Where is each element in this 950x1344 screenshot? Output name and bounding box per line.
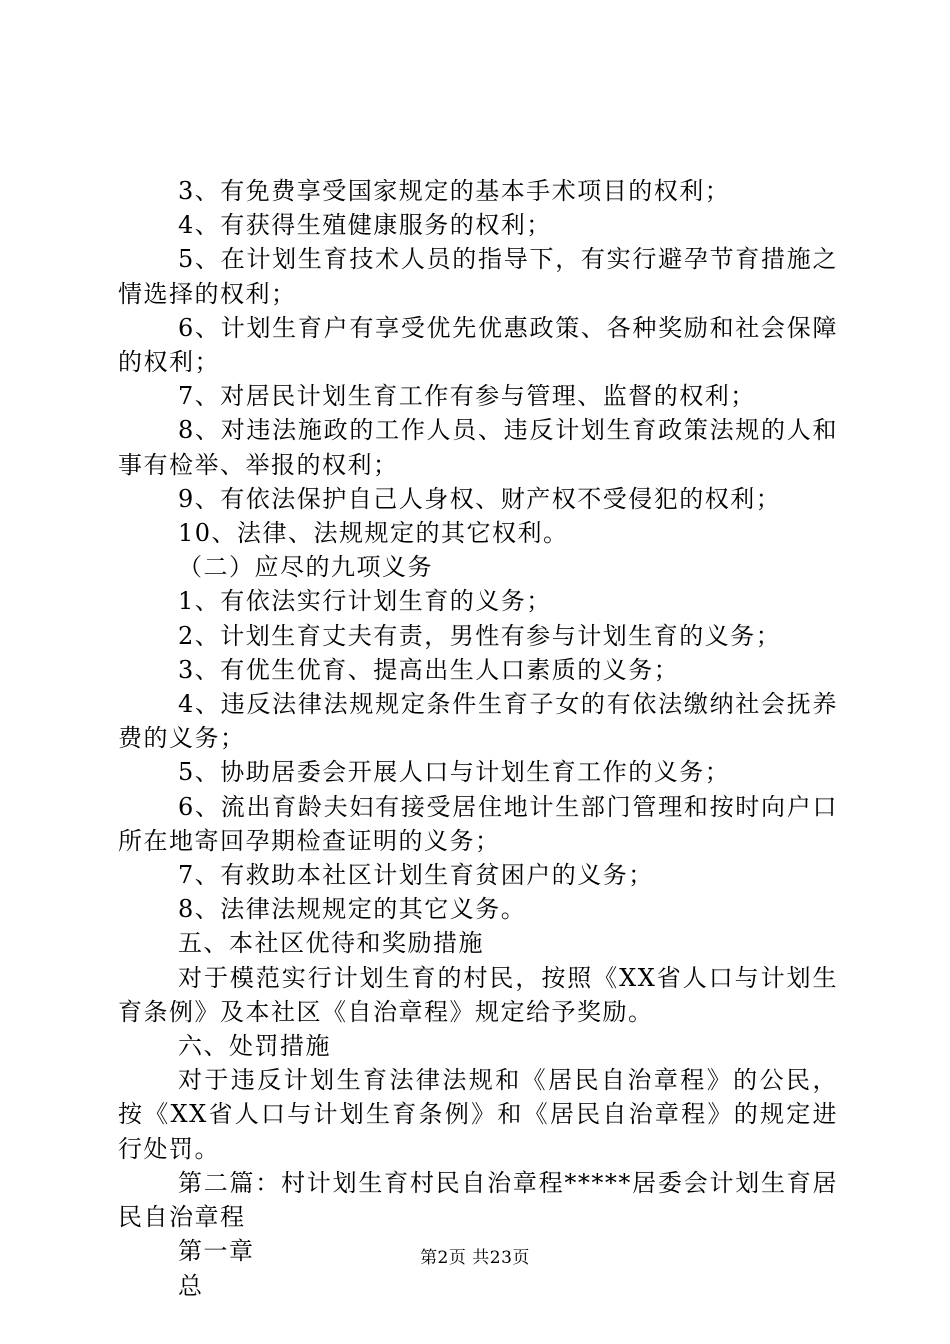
paragraph-right-8: 8、对违法施政的工作人员、违反计划生育政策法规的人和事有检举、举报的权利； <box>118 416 838 479</box>
chapter-subheading: 总 <box>178 1271 204 1300</box>
paragraph-right-4: 4、有获得生殖健康服务的权利； <box>178 211 552 240</box>
section-heading-obligations: （二）应尽的九项义务 <box>178 553 433 582</box>
paragraph-right-7: 7、对居民计划生育工作有参与管理、监督的权利； <box>178 382 756 411</box>
paragraph-duty-4: 4、违反法律法规规定条件生育子女的有依法缴纳社会抚养费的义务； <box>118 690 838 753</box>
paragraph-penalties: 对于违反计划生育法律法规和《居民自治章程》的公民，按《XX省人口与计划生育条例》和《居民自治章程》的规定进行处罚。 <box>118 1066 838 1163</box>
section-heading-penalties: 六、处罚措施 <box>178 1032 331 1061</box>
paragraph-duty-1: 1、有依法实行计划生育的义务； <box>178 587 552 616</box>
paragraph-duty-3: 3、有优生优育、提高出生人口素质的义务； <box>178 655 680 684</box>
chapter-heading: 第一章 <box>178 1237 255 1266</box>
paragraph-duty-5: 5、协助居委会开展人口与计划生育工作的义务； <box>178 758 731 787</box>
document-body <box>118 174 838 1303</box>
paragraph-duty-2: 2、计划生育丈夫有责，男性有参与计划生育的义务； <box>178 621 782 650</box>
paragraph-right-9: 9、有依法保护自己人身权、财产权不受侵犯的权利； <box>178 484 782 513</box>
part-two-title: 第二篇：村计划生育村民自治章程*****居委会计划生育居民自治章程 <box>118 1168 838 1232</box>
section-heading-rewards: 五、本社区优待和奖励措施 <box>178 929 484 958</box>
paragraph-right-10: 10、法律、法规规定的其它权利。 <box>178 519 569 548</box>
page-footer: 第2页 共23页 <box>420 1248 530 1268</box>
paragraph-duty-7: 7、有救助本社区计划生育贫困户的义务； <box>178 861 654 890</box>
paragraph-duty-6: 6、流出育龄夫妇有接受居住地计生部门管理和按时向户口所在地寄回孕期检查证明的义务； <box>118 792 838 855</box>
paragraph-rewards: 对于模范实行计划生育的村民，按照《XX省人口与计划生育条例》及本社区《自治章程》规定给予奖励。 <box>118 963 838 1026</box>
paragraph-duty-8: 8、法律法规规定的其它义务。 <box>178 895 527 924</box>
paragraph-right-3: 3、有免费享受国家规定的基本手术项目的权利； <box>178 177 731 205</box>
paragraph-right-6: 6、计划生育户有享受优先优惠政策、各种奖励和社会保障的权利； <box>118 313 838 377</box>
paragraph-right-5: 5、在计划生育技术人员的指导下，有实行避孕节育措施之情选择的权利； <box>118 245 838 308</box>
